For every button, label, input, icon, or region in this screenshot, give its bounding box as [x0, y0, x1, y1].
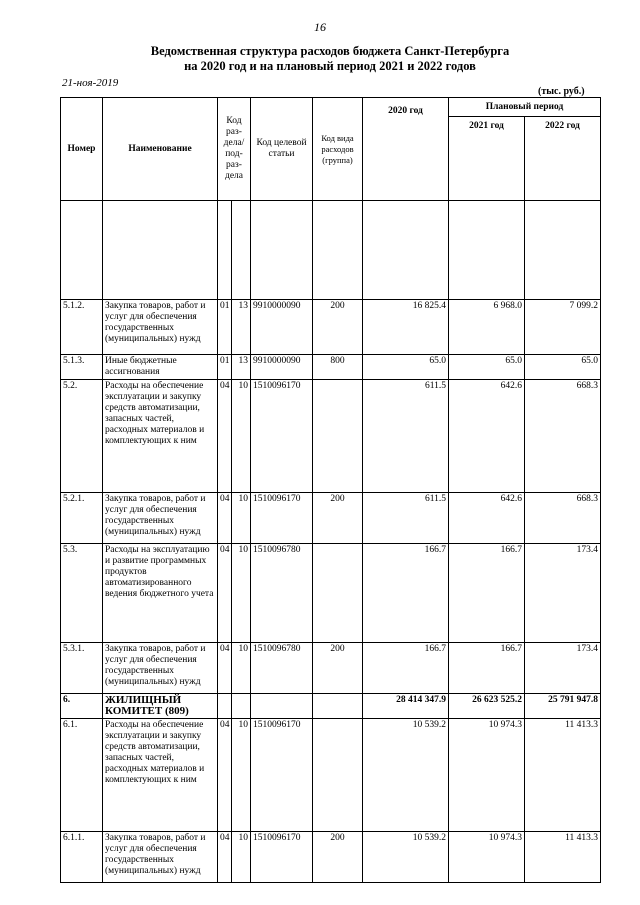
row-value-2022: 7 099.2: [525, 300, 601, 355]
row-number: 6.: [61, 694, 103, 719]
row-expense-type: 800: [313, 355, 363, 380]
row-number: 5.1.2.: [61, 300, 103, 355]
row-value-2021: 642.6: [449, 493, 525, 544]
row-section: 01: [218, 355, 232, 380]
row-value-2022: 173.4: [525, 544, 601, 643]
header-section: Код раз- дела/ под- раз- дела: [218, 98, 251, 201]
row-subsection: 10: [232, 832, 251, 883]
row-value-2022: 668.3: [525, 380, 601, 493]
row-value-2020: 166.7: [363, 643, 449, 694]
row-number: 6.1.1.: [61, 832, 103, 883]
row-expense-type: 200: [313, 300, 363, 355]
row-expense-type: [313, 380, 363, 493]
header-2021: 2021 год: [449, 117, 525, 201]
row-subsection: 13: [232, 300, 251, 355]
header-planned-period: Плановый период: [449, 98, 601, 117]
empty-cell: [313, 201, 363, 300]
row-value-2020: 16 825.4: [363, 300, 449, 355]
row-section: 04: [218, 380, 232, 493]
row-value-2020: 166.7: [363, 544, 449, 643]
row-name: Закупка товаров, работ и услуг для обеспечения государственных (муниципальных) нужд: [103, 643, 218, 694]
row-name: Закупка товаров, работ и услуг для обеспечения государственных (муниципальных) нужд: [103, 493, 218, 544]
row-value-2022: 11 413.3: [525, 719, 601, 832]
header-2022: 2022 год: [525, 117, 601, 201]
row-name: Расходы на обеспечение эксплуатации и закупку средств автоматизации, запасных частей, расходных материалов и комплектующих к ним: [103, 719, 218, 832]
table-row: [61, 493, 601, 544]
row-value-2021: 166.7: [449, 544, 525, 643]
table-row: [61, 544, 601, 643]
document-title: [60, 44, 600, 74]
empty-cell: [61, 201, 103, 300]
row-value-2022: 668.3: [525, 493, 601, 544]
row-value-2020: 611.5: [363, 380, 449, 493]
row-number: 5.3.: [61, 544, 103, 643]
row-expense-type: [313, 719, 363, 832]
row-number: 5.2.: [61, 380, 103, 493]
row-number: 5.1.3.: [61, 355, 103, 380]
row-target-code: 1510096170: [251, 719, 313, 832]
row-section: 04: [218, 643, 232, 694]
units-label: (тыс. руб.): [538, 86, 585, 97]
row-expense-type: 200: [313, 493, 363, 544]
row-number: 6.1.: [61, 719, 103, 832]
row-subsection: 13: [232, 355, 251, 380]
row-section: 01: [218, 300, 232, 355]
empty-cell: [251, 201, 313, 300]
row-value-2021: 642.6: [449, 380, 525, 493]
row-value-2021: 10 974.3: [449, 719, 525, 832]
row-number: 5.3.1.: [61, 643, 103, 694]
row-target-code: 1510096780: [251, 544, 313, 643]
row-name: Иные бюджетные ассигнования: [103, 355, 218, 380]
header-target: Код целевой статьи: [251, 98, 313, 201]
budget-table: [60, 97, 601, 883]
table-row: [61, 832, 601, 883]
row-target-code: 9910000090: [251, 355, 313, 380]
header-name: Наименование: [103, 98, 218, 201]
row-value-2022: 173.4: [525, 643, 601, 694]
title-line-2: на 2020 год и на плановый период 2021 и 2022 годов: [184, 59, 476, 73]
row-value-2021: 6 968.0: [449, 300, 525, 355]
row-value-2020: 65.0: [363, 355, 449, 380]
row-expense-type: [313, 694, 363, 719]
row-section: 04: [218, 832, 232, 883]
empty-cell: [218, 201, 232, 300]
row-name: Расходы на обеспечение эксплуатации и закупку средств автоматизации, запасных частей, расходных материалов и комплектующих к ним: [103, 380, 218, 493]
row-expense-type: [313, 544, 363, 643]
row-value-2020: 28 414 347.9: [363, 694, 449, 719]
header-number: Номер: [61, 98, 103, 201]
row-section: 04: [218, 719, 232, 832]
empty-cell: [232, 201, 251, 300]
row-value-2020: 10 539.2: [363, 832, 449, 883]
row-target-code: [251, 694, 313, 719]
row-value-2021: 65.0: [449, 355, 525, 380]
row-name: Закупка товаров, работ и услуг для обеспечения государственных (муниципальных) нужд: [103, 832, 218, 883]
row-subsection: 10: [232, 493, 251, 544]
row-name: ЖИЛИЩНЫЙ КОМИТЕТ (809): [103, 694, 218, 719]
row-subsection: 10: [232, 643, 251, 694]
row-section: 04: [218, 544, 232, 643]
table-row: [61, 355, 601, 380]
table-row: [61, 380, 601, 493]
row-value-2021: 10 974.3: [449, 832, 525, 883]
row-subsection: 10: [232, 719, 251, 832]
row-subsection: [232, 694, 251, 719]
row-value-2022: 11 413.3: [525, 832, 601, 883]
row-target-code: 9910000090: [251, 300, 313, 355]
row-number: 5.2.1.: [61, 493, 103, 544]
header-expense-type: Код вида расходов (группа): [313, 98, 363, 201]
row-section: [218, 694, 232, 719]
row-target-code: 1510096170: [251, 493, 313, 544]
empty-cell: [449, 201, 525, 300]
row-name: Закупка товаров, работ и услуг для обеспечения государственных (муниципальных) нужд: [103, 300, 218, 355]
empty-cell: [525, 201, 601, 300]
empty-cell: [103, 201, 218, 300]
table-row: [61, 694, 601, 719]
row-expense-type: 200: [313, 832, 363, 883]
row-value-2022: 65.0: [525, 355, 601, 380]
row-expense-type: 200: [313, 643, 363, 694]
row-target-code: 1510096170: [251, 380, 313, 493]
header-2020: 2020 год: [363, 98, 449, 201]
row-section: 04: [218, 493, 232, 544]
table-row: [61, 719, 601, 832]
row-target-code: 1510096780: [251, 643, 313, 694]
row-value-2020: 611.5: [363, 493, 449, 544]
row-target-code: 1510096170: [251, 832, 313, 883]
row-value-2020: 10 539.2: [363, 719, 449, 832]
empty-cell: [363, 201, 449, 300]
row-value-2021: 26 623 525.2: [449, 694, 525, 719]
page-number: 16: [314, 20, 326, 34]
title-line-1: Ведомственная структура расходов бюджета Санкт-Петербурга: [150, 44, 510, 58]
document-date: 21-ноя-2019: [62, 77, 119, 89]
table-row: [61, 643, 601, 694]
row-name: Расходы на эксплуатацию и развитие программных продуктов автоматизированного ведения бюджетного учета: [103, 544, 218, 643]
row-subsection: 10: [232, 544, 251, 643]
row-value-2021: 166.7: [449, 643, 525, 694]
table-row: [61, 300, 601, 355]
row-subsection: 10: [232, 380, 251, 493]
row-value-2022: 25 791 947.8: [525, 694, 601, 719]
